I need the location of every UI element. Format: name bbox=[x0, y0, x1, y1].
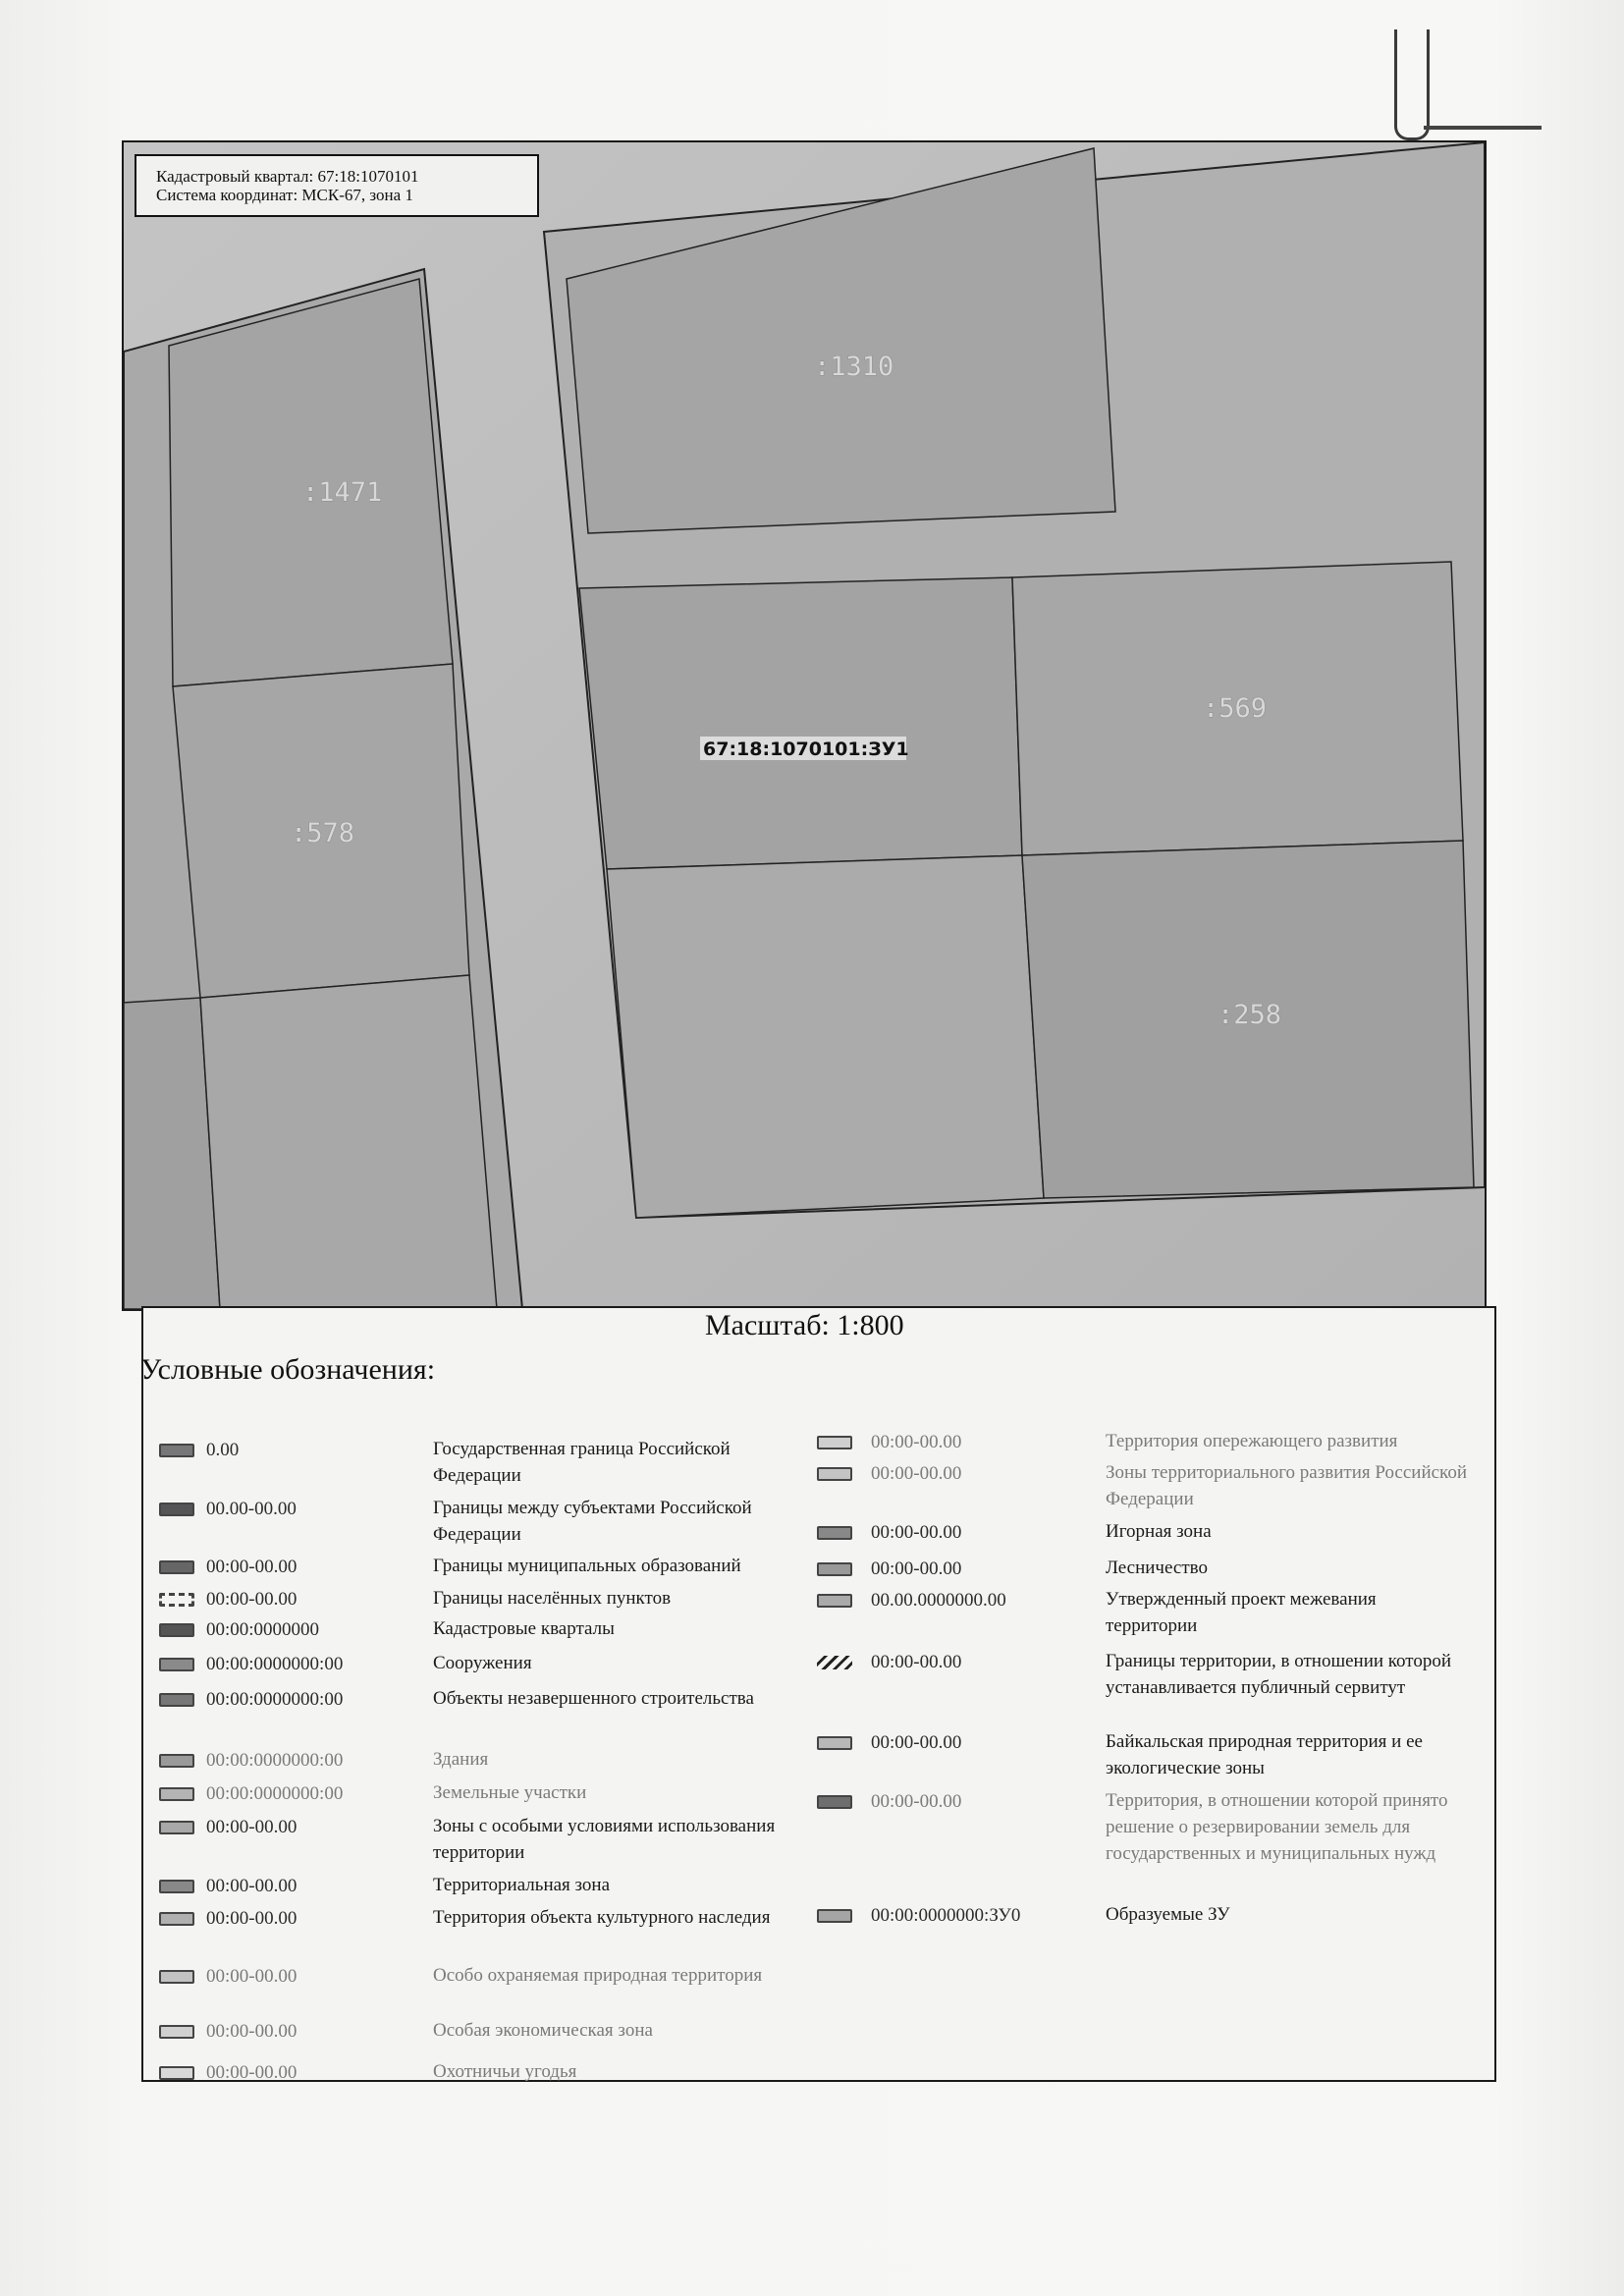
legend-right-item-description: Образуемые ЗУ bbox=[1106, 1904, 1230, 1925]
legend-right-item-description: Лесничество bbox=[1106, 1558, 1208, 1578]
legend-right-item-code: 00:00-00.00 bbox=[871, 1522, 962, 1543]
legend-left-item-code: 00.00-00.00 bbox=[206, 1499, 297, 1519]
legend-left-item-code: 0.00 bbox=[206, 1440, 240, 1460]
legend-right-item-code: 00:00-00.00 bbox=[871, 1558, 962, 1579]
binder-line-mark bbox=[1424, 126, 1542, 130]
legend-left-item-swatch bbox=[159, 1787, 194, 1801]
legend-left-item-swatch bbox=[159, 1623, 194, 1637]
cadastral-quarter: Кадастровый квартал: 67:18:1070101 bbox=[156, 167, 419, 186]
legend-left-item-description: Кадастровые кварталы bbox=[433, 1618, 615, 1639]
legend-right-item-swatch bbox=[817, 1526, 852, 1540]
legend-left-item-code: 00:00-00.00 bbox=[206, 1817, 298, 1837]
legend-right-item-code: 00:00-00.00 bbox=[871, 1432, 962, 1452]
legend-left-item-description: Здания bbox=[433, 1749, 489, 1770]
legend-left-item-swatch bbox=[159, 2025, 194, 2039]
legend-left-item-code: 00:00-00.00 bbox=[206, 1589, 298, 1610]
legend-left-item-code: 00:00-00.00 bbox=[206, 2021, 298, 2042]
legend-left-item-code: 00:00:0000000:00 bbox=[206, 1689, 344, 1710]
legend-right-item-swatch bbox=[817, 1594, 852, 1608]
legend-right-item-swatch bbox=[817, 1736, 852, 1750]
legend-left-item-description: Земельные участки bbox=[433, 1782, 587, 1803]
legend-left-item-code: 00:00-00.00 bbox=[206, 1557, 298, 1577]
legend-left-item-swatch bbox=[159, 1658, 194, 1671]
legend-left-item-swatch bbox=[159, 1693, 194, 1707]
legend-left-item-code: 00:00:0000000:00 bbox=[206, 1750, 344, 1771]
legend-left-item-description: Зоны с особыми условиями использования территории bbox=[433, 1816, 776, 1863]
cadastral-info-box bbox=[135, 154, 539, 217]
legend-left-item-description: Территория объекта культурного наследия bbox=[433, 1907, 771, 1928]
cadastral-map[interactable] bbox=[122, 140, 1487, 1311]
legend-left-item-code: 00:00-00.00 bbox=[206, 1966, 298, 1987]
legend-right-item-description: Территория опережающего развития bbox=[1106, 1431, 1398, 1451]
legend-left-item-swatch bbox=[159, 1560, 194, 1574]
parcel-zu1[interactable] bbox=[579, 577, 1022, 869]
legend-left-item-swatch bbox=[159, 1754, 194, 1768]
legend-left-item-swatch bbox=[159, 1503, 194, 1516]
legend-right-item-swatch bbox=[817, 1656, 852, 1669]
legend-right-item-swatch bbox=[817, 1795, 852, 1809]
legend-right-item-code: 00:00:0000000:ЗУ0 bbox=[871, 1905, 1021, 1926]
legend-left-item-description: Границы населённых пунктов bbox=[433, 1588, 672, 1609]
legend-right-item-description: Границы территории, в отношении которой устанавливается публичный сервитут bbox=[1106, 1651, 1452, 1698]
binder-clip-mark bbox=[1394, 29, 1430, 140]
legend-left-item-swatch bbox=[159, 1880, 194, 1893]
legend-left-item-swatch bbox=[159, 1444, 194, 1457]
legend-left-item-description: Территориальная зона bbox=[433, 1875, 611, 1895]
legend-left-item-description: Особо охраняемая природная территория bbox=[433, 1965, 763, 1986]
legend-right-item-description: Зоны территориального развития Российской Федерации bbox=[1106, 1462, 1467, 1509]
legend-left-item-description: Сооружения bbox=[433, 1653, 532, 1673]
legend-right-item-code: 00:00-00.00 bbox=[871, 1463, 962, 1484]
legend-left-item-description: Объекты незавершенного строительства bbox=[433, 1688, 754, 1709]
legend-right-item-swatch bbox=[817, 1436, 852, 1449]
legend-left-item-swatch bbox=[159, 1912, 194, 1926]
parcel-label-578: :578 bbox=[291, 818, 355, 848]
parcel-label-1471: :1471 bbox=[302, 477, 383, 508]
legend-title: Условные обозначения: bbox=[140, 1353, 436, 1386]
legend-left-item-description: Особая экономическая зона bbox=[433, 2020, 653, 2041]
legend-right-item-code: 00:00-00.00 bbox=[871, 1732, 962, 1753]
legend-left-item-swatch bbox=[159, 2066, 194, 2080]
legend-left-item-code: 00:00-00.00 bbox=[206, 1876, 298, 1896]
legend-left-item-code: 00:00:0000000 bbox=[206, 1619, 320, 1640]
legend-right-item-swatch bbox=[817, 1562, 852, 1576]
legend-left-item-code: 00:00:0000000:00 bbox=[206, 1783, 344, 1804]
legend-left-item-code: 00:00-00.00 bbox=[206, 1908, 298, 1929]
legend-left-item-description: Границы между субъектами Российской Федерации bbox=[433, 1498, 752, 1545]
parcel-label-1310: :1310 bbox=[814, 352, 894, 382]
legend-right-item-swatch bbox=[817, 1909, 852, 1923]
legend-right-item-swatch bbox=[817, 1467, 852, 1481]
legend-right-item-code: 00:00-00.00 bbox=[871, 1652, 962, 1672]
legend-left-item-swatch bbox=[159, 1593, 194, 1607]
legend-left-item-description: Охотничьи угодья bbox=[433, 2061, 577, 2082]
legend-right-item-description: Игорная зона bbox=[1106, 1521, 1212, 1542]
legend-left-item-code: 00:00-00.00 bbox=[206, 2062, 298, 2083]
legend-right-item-code: 00.00.0000000.00 bbox=[871, 1590, 1006, 1611]
parcel-right-lower-left[interactable] bbox=[607, 855, 1044, 1218]
legend-left-item-code: 00:00:0000000:00 bbox=[206, 1654, 344, 1674]
legend-left-item-description: Границы муниципальных образований bbox=[433, 1556, 741, 1576]
parcel-label-258: :258 bbox=[1218, 1000, 1282, 1030]
legend-right-item-description: Утвержденный проект межевания территории bbox=[1106, 1589, 1377, 1636]
legend-left-item-swatch bbox=[159, 1970, 194, 1984]
legend-right-item-description: Байкальская природная территория и ее экологические зоны bbox=[1106, 1731, 1423, 1778]
legend-right-item-code: 00:00-00.00 bbox=[871, 1791, 962, 1812]
parcel-label-zu1: 67:18:1070101:ЗУ1 bbox=[703, 738, 909, 760]
map-canvas bbox=[124, 142, 1485, 1309]
parcel-label-569: :569 bbox=[1203, 693, 1268, 724]
coordinate-system: Система координат: МСК-67, зона 1 bbox=[156, 186, 413, 204]
parcel-left-lower-b[interactable] bbox=[200, 975, 497, 1309]
legend-left-item-swatch bbox=[159, 1821, 194, 1834]
map-scale: Масштаб: 1:800 bbox=[705, 1309, 904, 1341]
legend-left-item-description: Государственная граница Российской Федерации bbox=[433, 1439, 731, 1486]
legend-right-item-description: Территория, в отношении которой принято решение о резервировании земель для государственных и муниципальных нужд bbox=[1106, 1790, 1448, 1864]
